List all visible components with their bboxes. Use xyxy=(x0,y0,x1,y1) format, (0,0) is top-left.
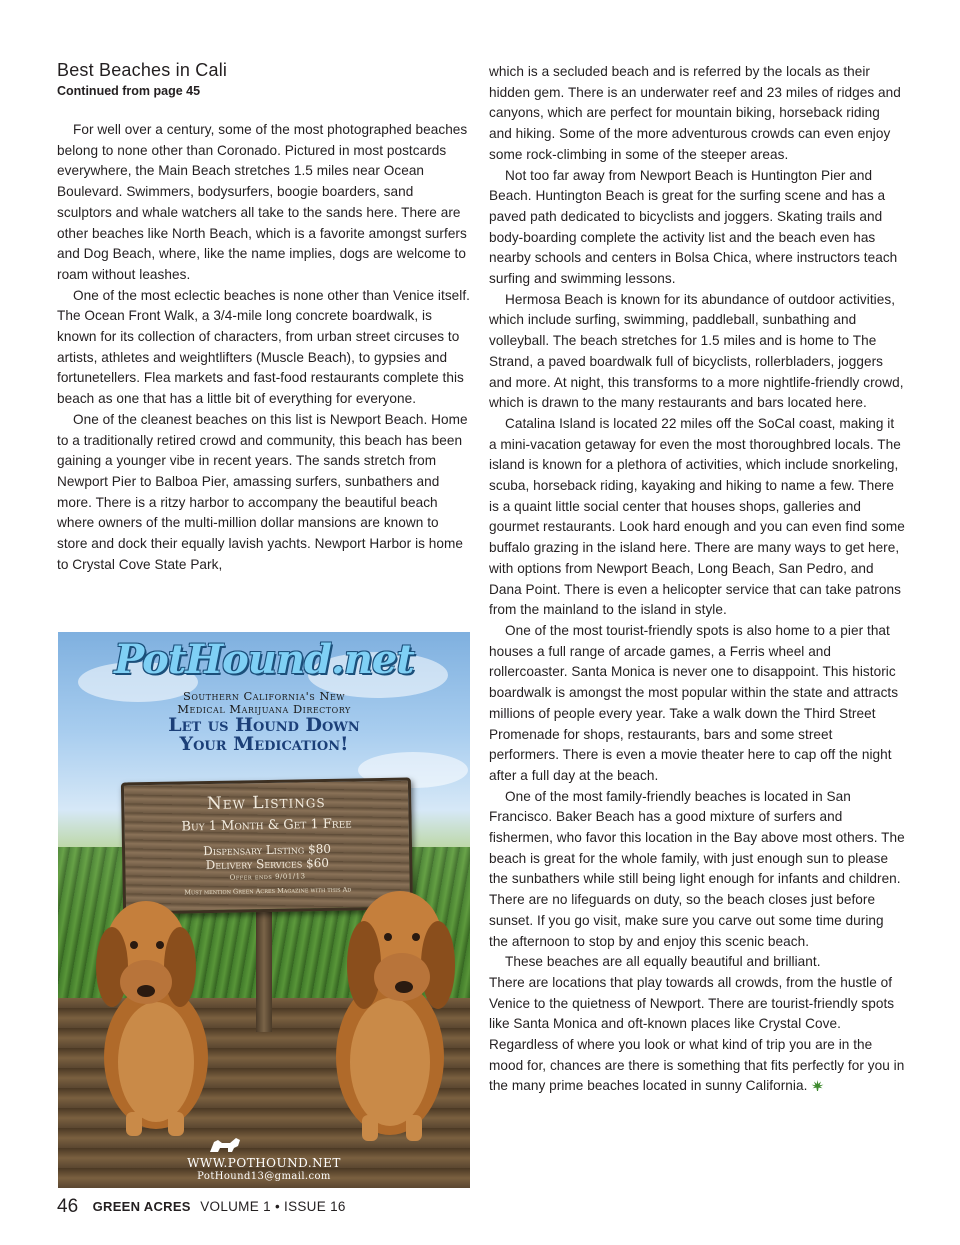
ad-email[interactable]: PotHound13@gmail.com xyxy=(197,1171,331,1182)
paragraph: One of the most tourist-friendly spots is also home to a pier that houses a full range of arcade games, a Ferris wheel and rollercoaster. Santa Monica is never one to disappoint. This historic boardwalk is amongst the most popular within the state and attracts millions of people every year. Take a walk down the Third Street Promenade for shops, restaurants, bars and some street performers. There is even a movie theater here to cap off the night after a full day at the beach. xyxy=(489,622,899,783)
hound-silhouette-icon xyxy=(208,1134,244,1154)
sign-price: Dispensary Listing $80 xyxy=(203,841,332,859)
ad-tagline xyxy=(58,690,470,716)
left-column xyxy=(57,58,471,575)
ad-logo: PotHound.net xyxy=(114,636,414,683)
ad-tagline-line: Southern California's New xyxy=(182,689,346,703)
sign-expiry: Offer ends 9/01/13 xyxy=(229,872,306,882)
paragraph: Not too far away from Newport Beach is Huntington Pier and Beach. Huntington Beach is great for the surfing scene and has a paved path dedicated to bicyclists and joggers. Skating trails and body-boarding complete the activity list and the beach even has nearby schools and centers in Bolsa Chica, where instructors teach surfing and swimming lessons. xyxy=(489,167,898,287)
paragraph: One of the cleanest beaches on this list is Newport Beach. Home to a traditionally retired crowd and community, this beach has been gaining a younger vibe in recent years. The sands stretch from Newport Pier to Balboa Pier, amassing surfers, sunbathers and more. There is a ritzy harbor to accompany the beautiful beach where owners of the multi-million dollar mansions are known to store and dock their equally lavish yachts. Newport Harbor is home to Crystal Cove State Park, xyxy=(57,411,468,572)
paragraph: For well over a century, some of the most photographed beaches belong to none other than Coronado. Pictured in most postcards everywhere, the Main Beach stretches 1.5 miles near Ocean Boulevard. Swimmers, bodysurfers, boogie boarders, sand sculptors and whale watchers all take to the sands here. There are other beaches like North Beach, which is a favorite amongst surfers and Dog Beach, where, like the name implies, dogs are welcome to roam without leashes. xyxy=(57,122,468,282)
bloodhound-dog-left xyxy=(76,887,226,1137)
sign-title: New Listings xyxy=(206,791,326,815)
ad-hook-line: Your Medication! xyxy=(179,733,349,755)
cannabis-leaf-icon xyxy=(811,1080,824,1091)
issue-label: VOLUME 1 • ISSUE 16 xyxy=(200,1199,346,1214)
sign-offer: Buy 1 Month & Get 1 Free xyxy=(181,816,352,835)
ad-tagline-line: Medical Marijuana Directory xyxy=(177,702,351,716)
paragraph: which is a secluded beach and is referred by the locals as their hidden gem. There is an underwater reef and 23 miles of ridges and canyons, which are perfect for mountain biking, horseback riding and hiking. Some of the more adventurous crowds can even enjoy some rock-climbing in some of the steeper areas. xyxy=(489,64,901,162)
right-column xyxy=(489,62,905,1097)
paragraph: These beaches are all equally beautiful and brilliant. xyxy=(505,954,821,970)
paragraph: Hermosa Beach is known for its abundance of outdoor activities, which include surfing, swimming, paddleball, sunbathing and volleyball. The beach stretches for 1.5 miles and is home to The Strand, a paved boardwalk full of bicyclists, rollerbladers, joggers and more. At night, this transforms to a more nightlife-friendly crowd, which is drawn to the many restaurants and bars located here. xyxy=(489,291,904,411)
sign-post xyxy=(256,912,272,1032)
sign-note: Must mention Green Acres Magazine with this Ad xyxy=(184,885,352,897)
sign-prices xyxy=(125,841,409,874)
continued-note: Continued from page 45 xyxy=(57,84,201,98)
paragraph: One of the most eclectic beaches is none other than Venice itself. The Ocean Front Walk, a 3/4-mile long concrete boardwalk, is known for its collection of characters, from urban street circuses to artists, athletes and weightlifters (Muscle Beach), to gypsies and fortunetellers. Flea markets and fast-food restaurants complete this beach as one that has a little bit of everything for everyone. xyxy=(57,287,470,407)
page-footer xyxy=(57,1196,346,1218)
paragraph: Catalina Island is located 22 miles off the SoCal coast, making it a mini-vacation getaway for even the most thoroughbred locals. The island is known for a plethora of activities, which include snorkeling, scuba, horseback riding, kayaking and hiking to name a few. There is a quaint little social center that houses shops, galleries and gourmet restaurants. Look hard enough and you can even find some buffalo grazing in the island here. There are many ways to get here, with options from Newport Beach, Long Beach, San Pedro, and Dana Point. There is even a helicopter service that can take patrons from the mainland to the island in style. xyxy=(489,415,905,618)
paragraph: One of the most family-friendly beaches is located in San Francisco. Baker Beach has a good mixture of surfers and fishermen, who favor this location in the Bay above most others. The beach is great for the whole family, with just enough sun to please the sunbathers while still being light enough for infants and children. There are no lifeguards on duty, so the beach closes just before sunset. If you go visit, make sure you carve out some time during the afternoon to stop by and enjoy this scenic beach. xyxy=(489,788,905,949)
pothound-advertisement[interactable] xyxy=(58,632,470,1188)
ad-hook xyxy=(58,716,470,754)
ad-hook-line: Let us Hound Down xyxy=(168,714,360,736)
closing-paragraph xyxy=(489,973,905,1097)
bloodhound-dog-right xyxy=(318,877,468,1142)
page-number: 46 xyxy=(57,1196,79,1217)
ad-website[interactable]: WWW.POTHOUND.NET xyxy=(187,1156,341,1170)
sign-price: Delivery Services $60 xyxy=(205,855,330,873)
magazine-name: GREEN ACRES xyxy=(92,1199,191,1214)
closing-text: There are locations that play towards all crowds, from the hustle of Venice to the quietness of Newport. There are tourist-friendly spots like Santa Monica and oft-known places like Crystal Cove. Regardless of where you look or what kind of trip you are in the mood for, chances are there is something that fits perfectly for you in the many prime beaches located in sunny California. xyxy=(489,974,905,1094)
article-title: Best Beaches in Cali xyxy=(57,60,228,80)
